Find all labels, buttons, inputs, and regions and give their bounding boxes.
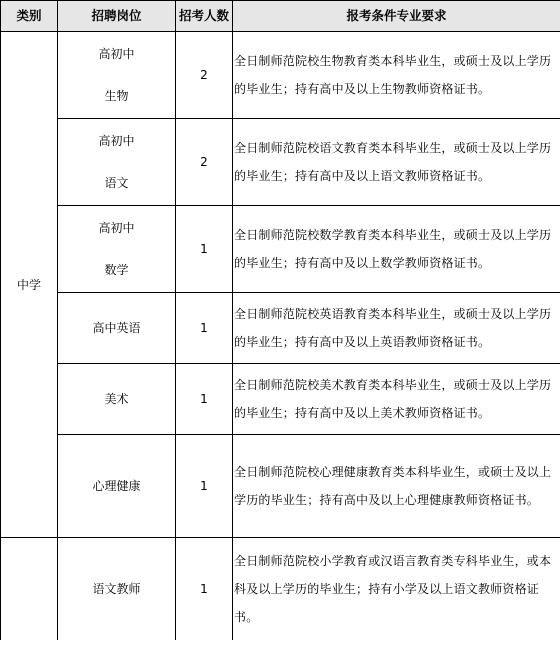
position-cell: [58, 32, 176, 119]
requirement-cell: 全日制师范院校生物教育类本科毕业生，或硕士及以上学历的毕业生；持有高中及以上生物教师资格证书。: [233, 32, 560, 119]
category-cell-primary: [1, 538, 58, 641]
requirement-cell: 全日制师范院校英语教育类本科毕业生，或硕士及以上学历的毕业生；持有高中及以上英语教师资格证书。: [233, 293, 560, 364]
position-line: 语文: [104, 176, 129, 190]
category-cell-middle-school: 中学: [1, 32, 58, 538]
header-count: 招考人数: [176, 1, 233, 32]
position-line: 高初中: [98, 47, 135, 61]
requirement-cell: 全日制师范院校美术教育类本科毕业生，或硕士及以上学历的毕业生；持有高中及以上美术教师资格证书。: [233, 364, 560, 435]
table-row: [1, 538, 560, 641]
position-cell: 心理健康: [58, 435, 176, 538]
position-line: 数学: [104, 263, 129, 277]
requirement-cell: 全日制师范院校数学教育类本科毕业生，或硕士及以上学历的毕业生；持有高中及以上数学教师资格证书。: [233, 206, 560, 293]
position-cell: [58, 206, 176, 293]
header-requirements: 报考条件专业要求: [233, 1, 560, 32]
position-cell: 美术: [58, 364, 176, 435]
table-row: [1, 364, 560, 435]
header-row: [1, 1, 560, 32]
count-cell: 2: [176, 32, 233, 119]
table-row: [1, 119, 560, 206]
count-cell: 1: [176, 364, 233, 435]
position-cell: [58, 119, 176, 206]
requirement-cell: 全日制师范院校语文教育类本科毕业生，或硕士及以上学历的毕业生；持有高中及以上语文教师资格证书。: [233, 119, 560, 206]
table-row: [1, 206, 560, 293]
position-line: 高初中: [98, 134, 135, 148]
table-row: [1, 435, 560, 538]
count-cell: 1: [176, 435, 233, 538]
table-row: [1, 32, 560, 119]
header-category: 类别: [1, 1, 58, 32]
count-cell: 2: [176, 119, 233, 206]
table-row: [1, 293, 560, 364]
header-position: 招聘岗位: [58, 1, 176, 32]
position-cell: 高中英语: [58, 293, 176, 364]
count-cell: 1: [176, 293, 233, 364]
position-line: 生物: [104, 89, 129, 103]
count-cell: 1: [176, 538, 233, 641]
count-cell: 1: [176, 206, 233, 293]
position-line: 高初中: [98, 221, 135, 235]
position-cell: 语文教师: [58, 538, 176, 641]
requirement-cell: 全日制师范院校心理健康教育类本科毕业生，或硕士及以上学历的毕业生；持有高中及以上心理健康教师资格证书。: [233, 435, 560, 538]
requirement-cell: 全日制师范院校小学教育或汉语言教育类专科毕业生，或本科及以上学历的毕业生；持有小学及以上语文教师资格证书。: [233, 538, 560, 641]
